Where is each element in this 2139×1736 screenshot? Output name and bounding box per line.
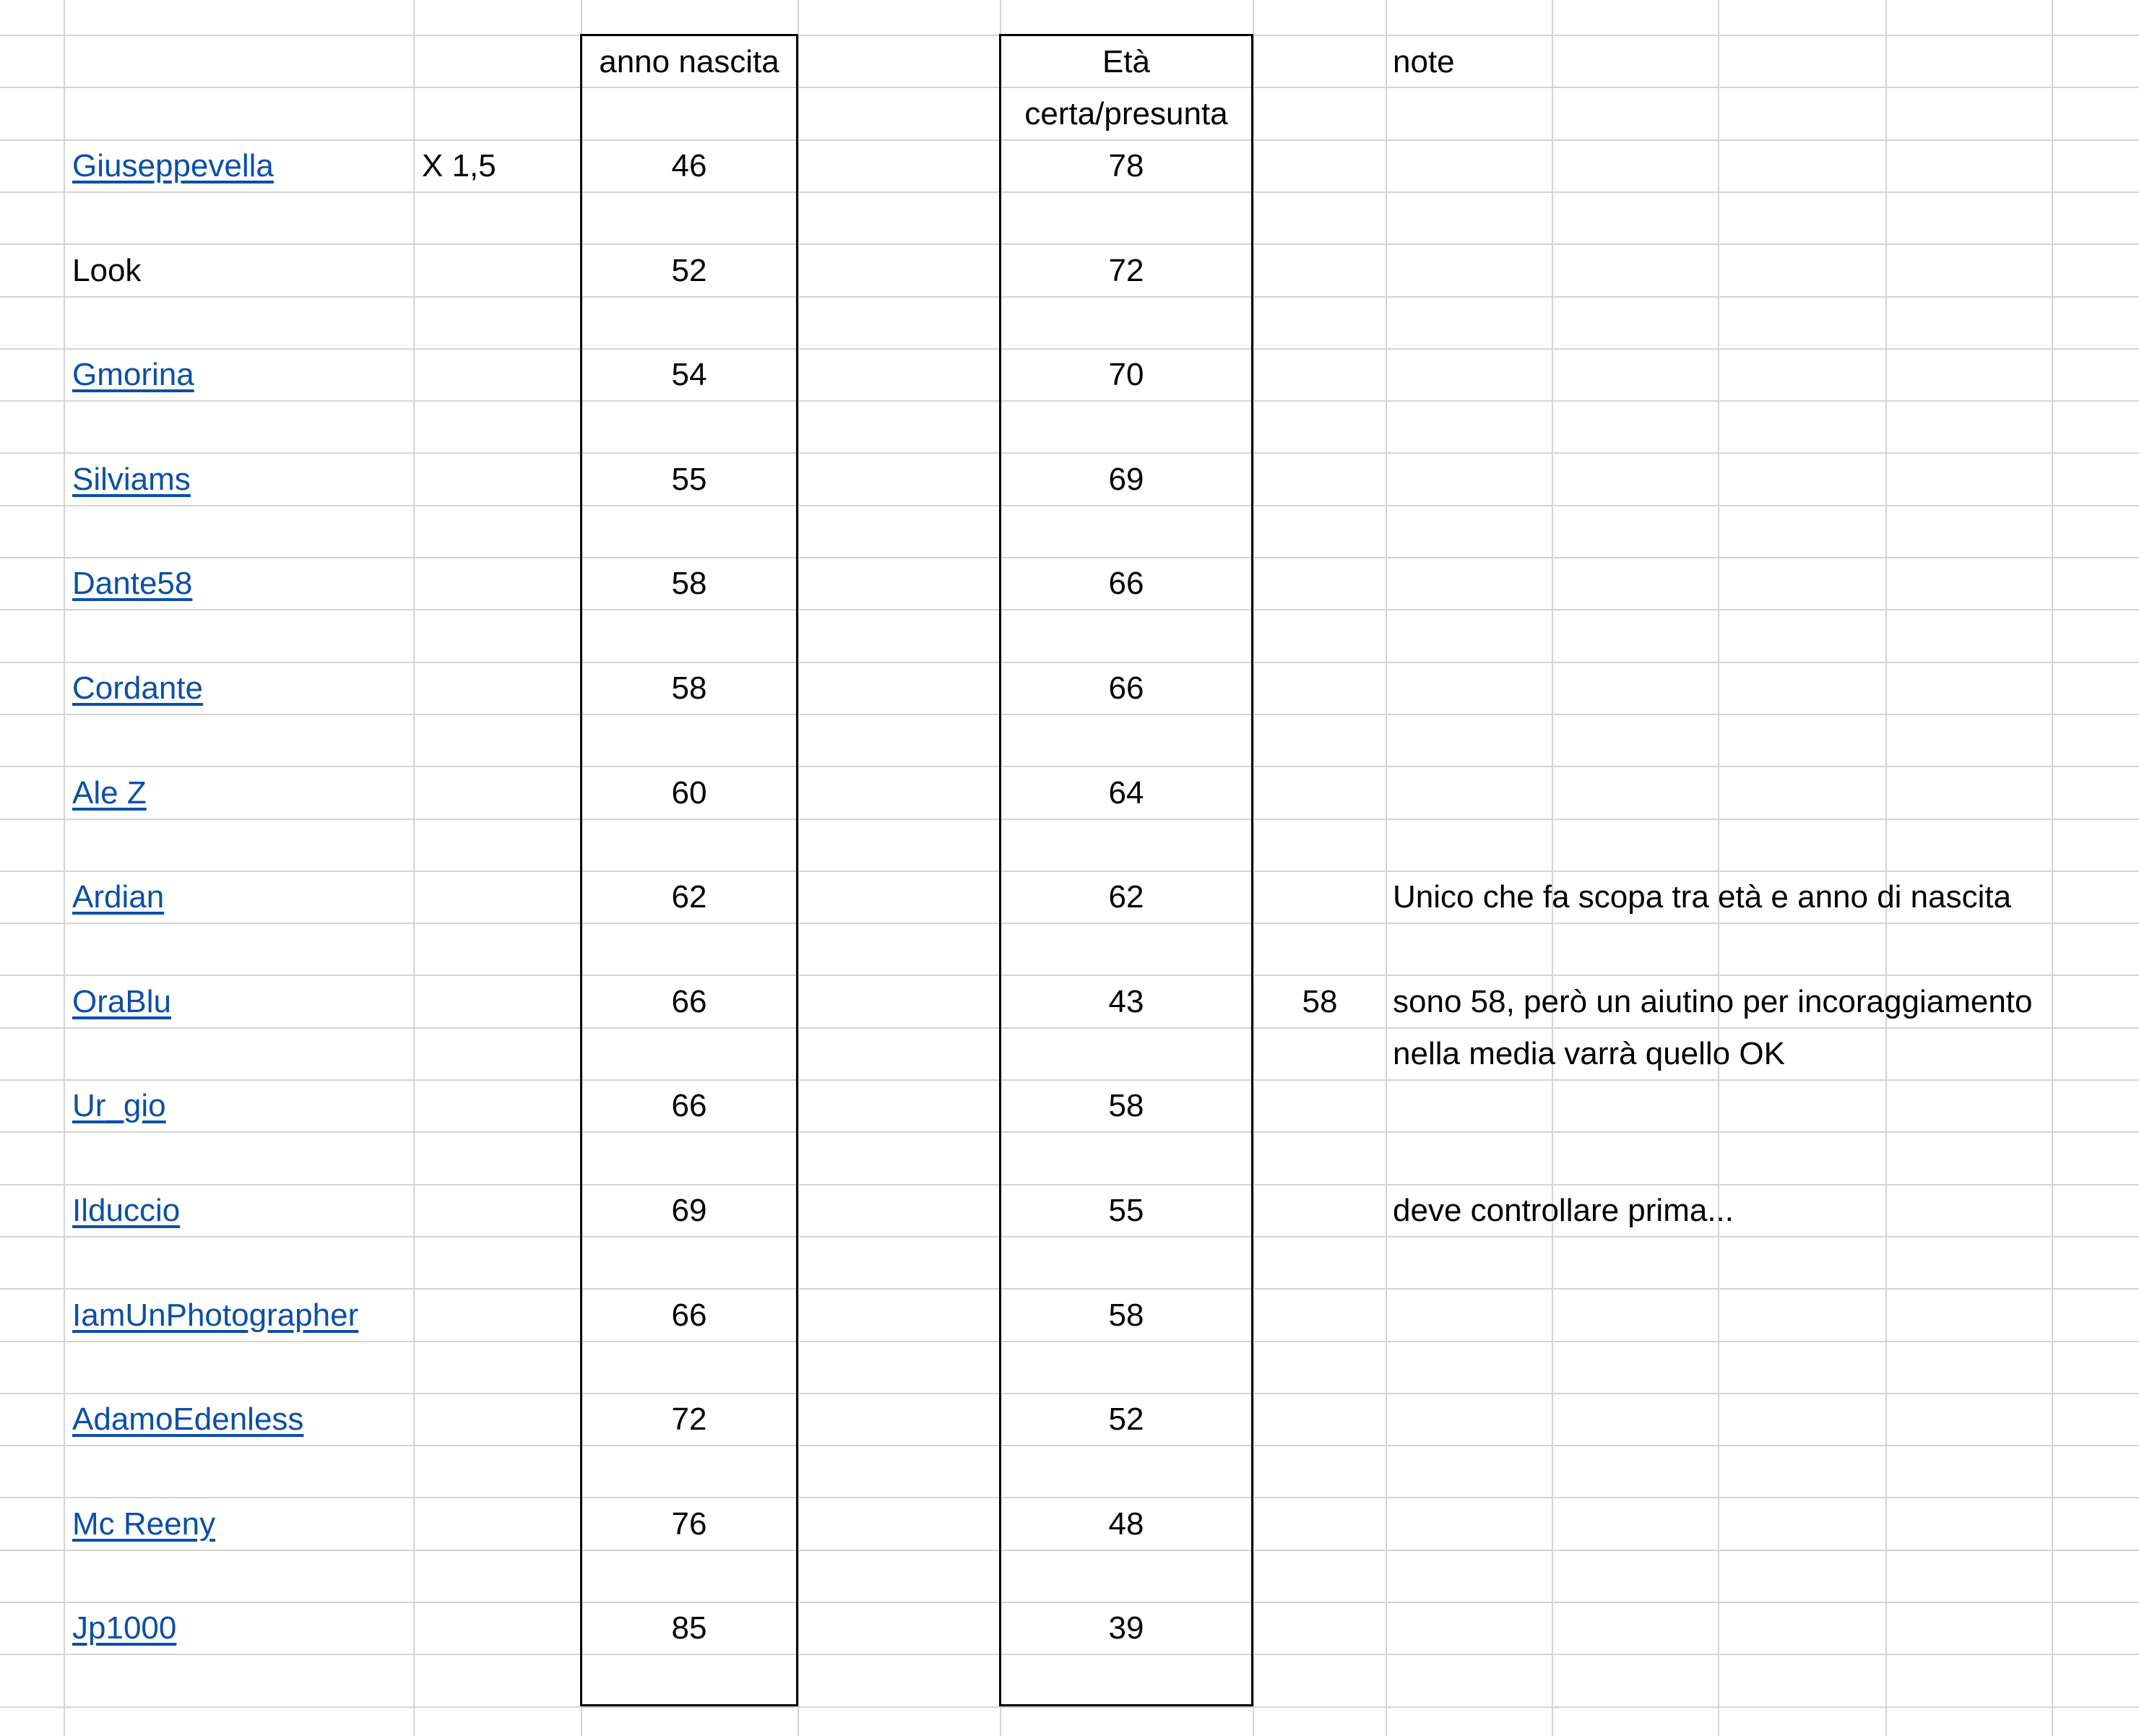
column-gridline <box>413 0 415 1736</box>
anno-nascita-cell[interactable]: 52 <box>671 252 707 288</box>
user-name-cell[interactable]: Dante58 <box>72 566 193 602</box>
anno-nascita-cell[interactable]: 69 <box>671 1193 707 1228</box>
user-name-cell[interactable]: OraBlu <box>72 983 171 1019</box>
user-name-cell[interactable]: Ur_gio <box>72 1088 166 1124</box>
column-gridline <box>64 0 65 1736</box>
anno-nascita-cell[interactable]: 66 <box>671 1088 707 1124</box>
user-name-cell[interactable]: Gmorina <box>72 357 194 393</box>
eta-cell[interactable]: 62 <box>1108 879 1144 915</box>
anno-nascita-cell[interactable]: 66 <box>671 983 707 1019</box>
anno-nascita-cell[interactable]: 58 <box>671 670 707 706</box>
eta-cell[interactable]: 48 <box>1108 1506 1144 1542</box>
user-name-cell[interactable]: Look <box>72 252 142 288</box>
user-name-cell[interactable]: Jp1000 <box>72 1610 177 1646</box>
column-gridline <box>2052 0 2053 1736</box>
anno-nascita-cell[interactable]: 66 <box>671 1297 707 1333</box>
header-eta-line1[interactable]: Età <box>1102 44 1151 79</box>
anno-nascita-cell[interactable]: 54 <box>671 357 707 393</box>
anno-nascita-cell[interactable]: 46 <box>671 148 707 183</box>
anno-nascita-cell[interactable]: 55 <box>671 461 707 497</box>
eta-cell[interactable]: 70 <box>1108 357 1144 393</box>
eta-cell[interactable]: 55 <box>1108 1193 1144 1228</box>
column-gridline <box>1885 0 1887 1736</box>
user-name-cell[interactable]: IamUnPhotographer <box>72 1297 359 1333</box>
eta-cell[interactable]: 52 <box>1108 1402 1144 1438</box>
anno-nascita-cell[interactable]: 60 <box>671 774 707 811</box>
note-cell-continued[interactable]: nella media varrà quello OK <box>1393 1035 1785 1071</box>
column-gridline <box>1386 0 1387 1736</box>
anno-nascita-cell[interactable]: 72 <box>671 1402 707 1438</box>
anno-nascita-cell[interactable]: 76 <box>671 1506 707 1542</box>
eta-cell[interactable]: 66 <box>1108 670 1144 706</box>
extra-value-cell[interactable]: 58 <box>1302 983 1338 1019</box>
user-name-cell[interactable]: Ale Z <box>72 774 147 811</box>
eta-cell[interactable]: 72 <box>1108 252 1144 288</box>
anno-nascita-cell[interactable]: 85 <box>671 1610 707 1646</box>
multiplier-cell[interactable]: X 1,5 <box>422 148 496 183</box>
note-cell[interactable]: sono 58, però un aiutino per incoraggiamento <box>1393 983 2033 1019</box>
header-eta-line2[interactable]: certa/presunta <box>1024 96 1228 131</box>
header-anno-nascita[interactable]: anno nascita <box>599 44 779 79</box>
user-name-cell[interactable]: Ardian <box>72 879 165 915</box>
user-name-cell[interactable]: Silviams <box>72 461 191 497</box>
eta-cell[interactable]: 58 <box>1108 1297 1144 1333</box>
eta-cell[interactable]: 58 <box>1108 1088 1144 1124</box>
user-name-cell[interactable]: Mc Reeny <box>72 1506 216 1542</box>
eta-cell[interactable]: 66 <box>1108 566 1144 602</box>
eta-cell[interactable]: 43 <box>1108 983 1144 1019</box>
eta-cell[interactable]: 78 <box>1108 148 1144 183</box>
anno-nascita-cell[interactable]: 58 <box>671 566 707 602</box>
note-cell[interactable]: Unico che fa scopa tra età e anno di nascita <box>1393 879 2012 915</box>
user-name-cell[interactable]: Ilduccio <box>72 1193 181 1228</box>
user-name-cell[interactable]: Giuseppevella <box>72 148 274 183</box>
user-name-cell[interactable]: Cordante <box>72 670 204 706</box>
column-gridline <box>1552 0 1553 1736</box>
eta-cell[interactable]: 64 <box>1108 774 1144 811</box>
note-cell[interactable]: deve controllare prima... <box>1393 1193 1734 1228</box>
anno-nascita-cell[interactable]: 62 <box>671 879 707 915</box>
eta-cell[interactable]: 39 <box>1108 1610 1144 1646</box>
user-name-cell[interactable]: AdamoEdenless <box>72 1402 304 1438</box>
eta-cell[interactable]: 69 <box>1108 461 1144 497</box>
header-note[interactable]: note <box>1393 44 1455 79</box>
column-gridline <box>1718 0 1719 1736</box>
